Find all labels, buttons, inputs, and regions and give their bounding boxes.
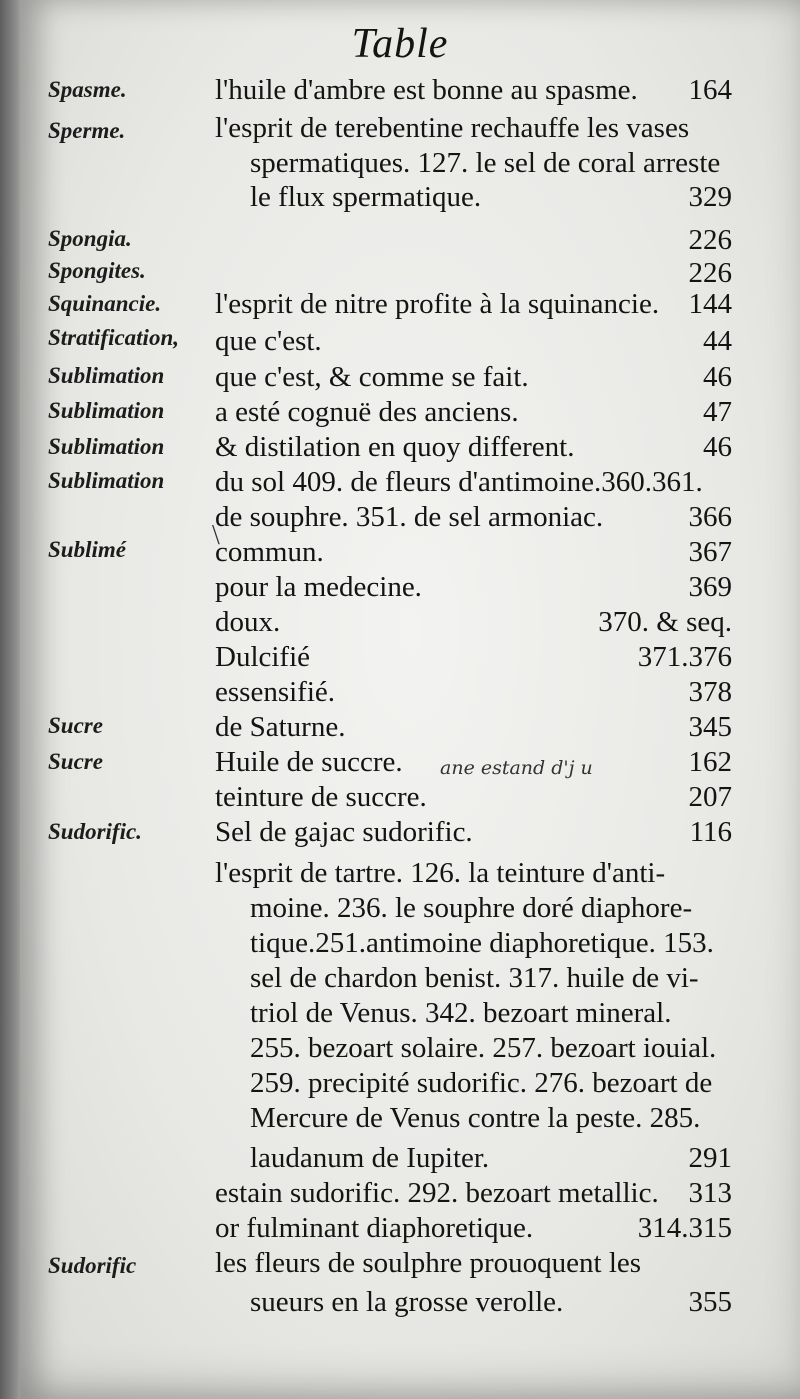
page-reference: 371.376 xyxy=(637,641,732,673)
entry-text: sel de chardon benist. 317. huile de vi- xyxy=(250,962,699,994)
page-reference: 378 xyxy=(688,676,732,708)
index-entry-line xyxy=(215,465,732,499)
index-entry-line xyxy=(250,1285,732,1319)
entry-text: le flux spermatique. xyxy=(250,181,482,213)
index-entry-line xyxy=(215,287,732,321)
page-reference: 314.315 xyxy=(637,1212,732,1244)
entry-text: Mercure de Venus contre la peste. 285. xyxy=(250,1102,701,1134)
index-entry-line xyxy=(215,675,732,709)
page-reference: 366 xyxy=(688,501,732,533)
index-entry-line xyxy=(250,1101,732,1135)
entry-text: sueurs en la grosse verolle. xyxy=(250,1286,564,1318)
index-entry-line xyxy=(215,856,732,890)
index-entry-line xyxy=(250,891,732,925)
entry-text: teinture de succre. xyxy=(215,781,427,813)
page-reference: 164 xyxy=(688,74,732,106)
index-entry-line xyxy=(250,926,732,960)
entry-text: 259. precipité sudorific. 276. bezoart de xyxy=(250,1067,713,1099)
entry-text: triol de Venus. 342. bezoart mineral. xyxy=(250,997,672,1029)
page-reference: 46 xyxy=(703,431,732,463)
index-entry-line xyxy=(215,256,732,290)
index-entry-line xyxy=(215,360,732,394)
page-reference: 162 xyxy=(688,746,732,778)
page-reference: 313 xyxy=(688,1177,732,1209)
index-entry-line xyxy=(215,111,732,145)
entry-text: l'esprit de terebentine rechauffe les vases xyxy=(215,112,690,144)
entry-text: doux. xyxy=(215,606,281,638)
index-heading: Spongites. xyxy=(48,258,146,283)
index-heading: Sudorific. xyxy=(48,819,142,844)
index-entry-line xyxy=(215,395,732,429)
index-heading: Sublimation xyxy=(48,398,165,423)
page-reference: 369 xyxy=(688,571,732,603)
index-heading: Sublimation xyxy=(48,434,165,459)
index-heading: Spasme. xyxy=(48,77,127,102)
page-reference: 144 xyxy=(688,288,732,320)
page-reference: 226 xyxy=(688,257,732,289)
index-entry-line xyxy=(250,1066,732,1100)
index-entry-line xyxy=(250,1141,732,1175)
index-entry-line xyxy=(250,961,732,995)
index-entry-line xyxy=(215,223,732,257)
index-entry-line xyxy=(250,996,732,1030)
index-heading: Spongia. xyxy=(48,226,132,251)
index-entry-line xyxy=(215,1211,732,1245)
index-entry-line xyxy=(215,815,732,849)
entry-text: de souphre. 351. de sel armoniac. xyxy=(215,501,604,533)
entry-text: l'esprit de tartre. 126. la teinture d'anti- xyxy=(215,857,666,889)
index-heading: Squinancie. xyxy=(48,291,162,316)
page-reference: 46 xyxy=(703,361,732,393)
entry-text: tique.251.antimoine diaphoretique. 153. xyxy=(250,927,714,959)
page-reference: 44 xyxy=(703,325,732,357)
entry-text: de Saturne. xyxy=(215,711,346,743)
entry-text: laudanum de Iupiter. xyxy=(250,1142,490,1174)
index-entry-line xyxy=(215,605,732,639)
page-reference: 207 xyxy=(688,781,732,813)
index-heading: Sublimé xyxy=(48,537,126,562)
index-entry-line xyxy=(215,73,732,107)
entry-text: 255. bezoart solaire. 257. bezoart iouial. xyxy=(250,1032,717,1064)
entry-text: les fleurs de soulphre prouoquent les xyxy=(215,1247,642,1279)
entry-text: l'huile d'ambre est bonne au spasme. xyxy=(215,74,638,106)
index-heading: Sublimation xyxy=(48,363,165,388)
entry-text: estain sudorific. 292. bezoart metallic. xyxy=(215,1177,659,1209)
page-reference: 291 xyxy=(688,1142,732,1174)
index-heading: Sucre xyxy=(48,749,103,774)
entry-text: que c'est. xyxy=(215,325,322,357)
entry-text: a esté cognuë des anciens. xyxy=(215,396,519,428)
entry-text: essensifié. xyxy=(215,676,335,708)
page-reference: 345 xyxy=(688,711,732,743)
page-reference: 47 xyxy=(703,396,732,428)
index-entry-line xyxy=(215,780,732,814)
entry-text: l'esprit de nitre profite à la squinancie. xyxy=(215,288,660,320)
entry-text: Sel de gajac sudorific. xyxy=(215,816,473,848)
entry-text: commun. xyxy=(215,536,324,568)
page-reference: 370. & seq. xyxy=(598,606,732,638)
index-heading: Stratification, xyxy=(48,325,179,350)
entry-text: or fulminant diaphoretique. xyxy=(215,1212,534,1244)
entry-text: que c'est, & comme se fait. xyxy=(215,361,529,393)
entry-text: & distilation en quoy different. xyxy=(215,431,575,463)
handwritten-annotation: ane estand d'j u xyxy=(440,757,593,779)
index-heading: Sublimation xyxy=(48,468,165,493)
index-entry-line xyxy=(215,324,732,358)
entry-text: Dulcifié xyxy=(215,641,311,673)
page-reference: 355 xyxy=(688,1286,732,1318)
entry-text: pour la medecine. xyxy=(215,571,422,603)
index-entry-line xyxy=(250,146,732,180)
index-entry-line xyxy=(215,1246,732,1280)
index-entry-line xyxy=(215,710,732,744)
entry-text: spermatiques. 127. le sel de coral arreste xyxy=(250,147,721,179)
index-entry-line xyxy=(215,430,732,464)
index-entry-line xyxy=(215,535,732,569)
index-entry-line xyxy=(250,180,732,214)
bracket-mark: \ xyxy=(212,520,220,551)
index-entry-line xyxy=(215,500,732,534)
page-reference: 226 xyxy=(688,224,732,256)
page-reference: 116 xyxy=(689,816,732,848)
index-entry-line xyxy=(215,1176,732,1210)
index-heading: Sperme. xyxy=(48,118,126,143)
entry-text: Huile de succre. xyxy=(215,746,403,778)
index-heading: Sudorific xyxy=(48,1253,137,1278)
index-entry-line xyxy=(215,570,732,604)
index-heading: Sucre xyxy=(48,713,103,738)
page-title: Table xyxy=(351,21,449,67)
entry-text: moine. 236. le souphre doré diaphore- xyxy=(250,892,693,924)
page-reference: 367 xyxy=(688,536,732,568)
entry-text: du sol 409. de fleurs d'antimoine.360.361. xyxy=(215,466,703,498)
index-entry-line xyxy=(250,1031,732,1065)
page-reference: 329 xyxy=(688,181,732,213)
index-entry-line xyxy=(215,640,732,674)
